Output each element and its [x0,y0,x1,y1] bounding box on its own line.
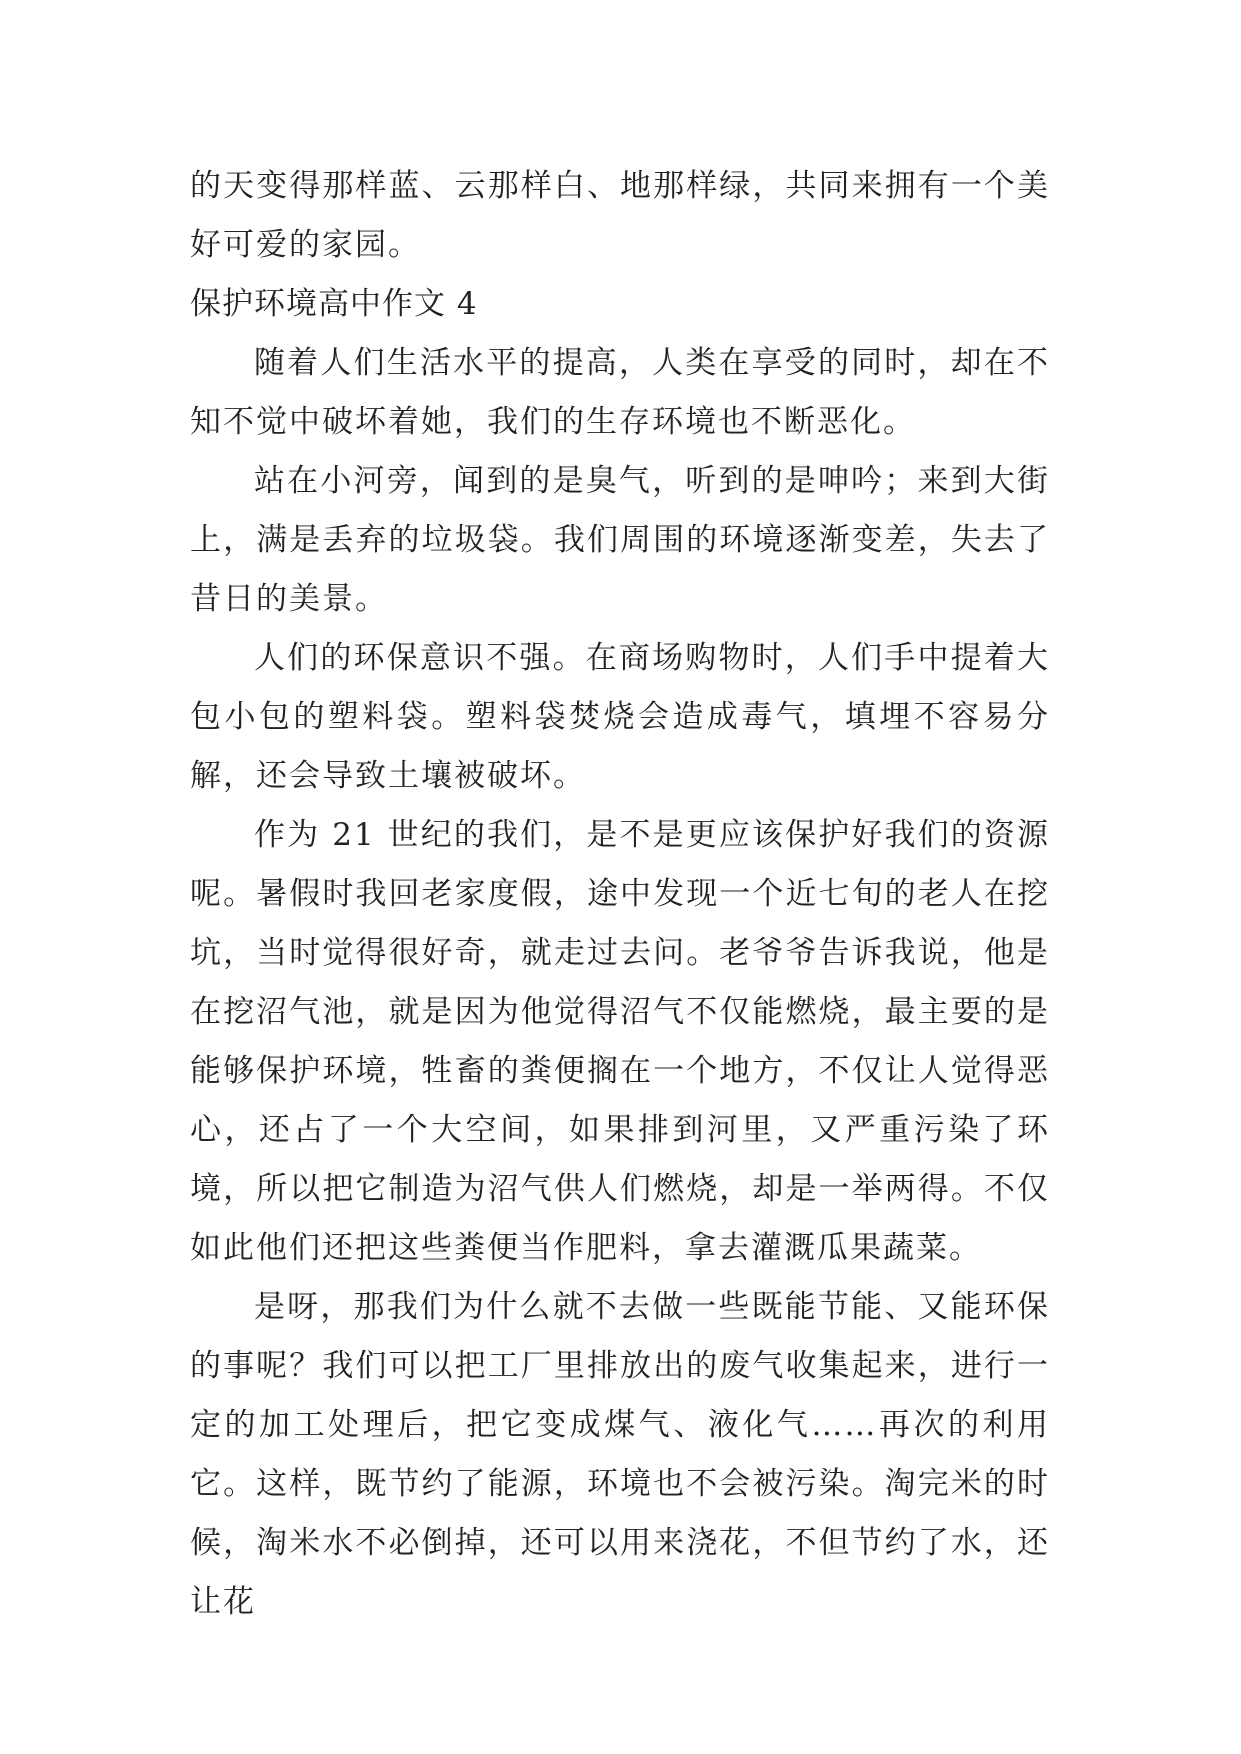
lead-paragraph: 的天变得那样蓝、云那样白、地那样绿，共同来拥有一个美好可爱的家园。 [190,168,1050,263]
document-body [190,157,1050,1632]
paragraph: 人们的环保意识不强。在商场购物时，人们手中提着大包小包的塑料袋。塑料袋焚烧会造成毒气，填埋不容易分解，还会导致土壤被破坏。 [190,640,1050,794]
paragraph: 是呀，那我们为什么就不去做一些既能节能、又能环保的事呢？我们可以把工厂里排放出的废气收集起来，进行一定的加工处理后，把它变成煤气、液化气……再次的利用它。这样，既节约了能源，环境也不会被污染。淘完米的时候，淘米水不必倒掉，还可以用来浇花，不但节约了水，还让花 [190,1289,1050,1620]
paragraph: 随着人们生活水平的提高，人类在享受的同时，却在不知不觉中破坏着她，我们的生存环境也不断恶化。 [190,345,1050,440]
section-heading: 保护环境高中作文 4 [190,286,478,322]
paragraph: 作为 21 世纪的我们，是不是更应该保护好我们的资源呢。暑假时我回老家度假，途中发现一个近七旬的老人在挖坑，当时觉得很好奇，就走过去问。老爷爷告诉我说，他是在挖沼气池，就是因为他觉得沼气不仅能燃烧，最主要的是能够保护环境，牲畜的粪便搁在一个地方，不仅让人觉得恶心，还占了一个大空间，如果排到河里，又严重污染了环境，所以把它制造为沼气供人们燃烧，却是一举两得。不仅如此他们还把这些粪便当作肥料，拿去灌溉瓜果蔬菜。 [190,817,1050,1266]
paragraph: 站在小河旁，闻到的是臭气，听到的是呻吟；来到大街上，满是丢弃的垃圾袋。我们周围的环境逐渐变差，失去了昔日的美景。 [190,463,1050,617]
